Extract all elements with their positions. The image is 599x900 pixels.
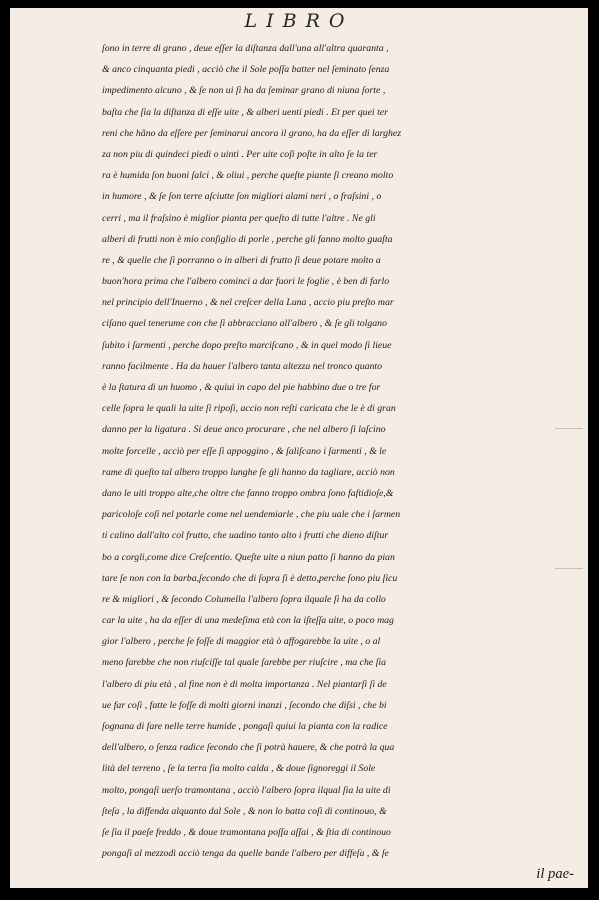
text-line: baſta che ſia la diſtanza di eſſe uite , & alberi uenti piedi . Et per quei ter (102, 106, 388, 118)
text-line: è la ſtatura di un huomo , & quiui in capo del pie habbino due o tre for (102, 382, 381, 393)
text-line: dano le uiti troppo alte,che oltre che fanno troppo ombra ſono faſtidioſe,& (102, 487, 394, 499)
text-line: reni che hãno da eſſere per ſeminarui ancora il grano, ha da eſſer di larghez (102, 127, 402, 139)
book-page (10, 8, 588, 888)
text-line: molte forcelle , acciò per eſſe ſi appoggino , & ſaliſcano i ſarmenti , & le (102, 445, 387, 457)
text-line: tare ſe non con la barba,ſecondo che di ſopra ſi è detto,perche ſono piu ſicu (102, 572, 398, 584)
text-line: cerri , ma il fraſsino è miglior pianta per queſto di tutte l'altre . Ne gli (102, 212, 376, 224)
text-line: alberi di frutti non è mio conſiglio di porle , perche gli fanno molto guaſta (102, 233, 393, 245)
text-line: paricoloſe coſi nel potarle come nel uendemiarle , che piu uale che i ſarmen (102, 509, 401, 521)
text-line: ſognana di fare nelle terre humide , pongaſi quiui la pianta con la radice (102, 721, 388, 732)
text-line: bo a corgli,come dice Creſcentio. Queſte uite a niun patto ſi hanno da pian (102, 551, 395, 563)
text-line: re , & quelle che ſi porranno o in alberi di frutto ſi deue potare molto a (102, 254, 381, 266)
text-line: & anco cinquanta piedi , acciò che il Sole poſſa batter nel ſeminato ſenza (102, 64, 390, 76)
running-header: LIBRO (244, 10, 354, 32)
text-line: ra è humida ſon buoni ſalci , & oliui , perche queſte piante ſi creano molto (102, 170, 394, 182)
text-line: in humore , & ſe ſon terre aſciutte ſon migliori alami neri , o fraſsini , o (102, 191, 382, 203)
text-line: gior l'albero , perche ſe foſſe di maggior età ò affogarebbe la uite , o al (102, 636, 381, 648)
text-line: ſe ſia il paeſe freddo , & doue tramontana poſſa aſſai , & ſtia di continouo (102, 826, 391, 838)
text-line: ti calino dall'alto col frutto, che uadino tanto alto i frutti che dieno diſtur (102, 530, 389, 542)
catchword: il pae- (536, 866, 574, 883)
text-line: rame di queſto tal albero troppo lunghe ſe gli hanno da tagliare, acciò non (102, 466, 395, 478)
text-line: ranno facilmente . Ha da hauer l'albero tanta altezza nel tronco quanto (102, 360, 383, 372)
page-text-block (102, 38, 582, 886)
text-line: za non piu di quindeci piedi o uinti . Per uite coſi poſte in alto ſe la ter (102, 148, 378, 160)
text-line: molto, pongaſi uerſo tramontana , acciò l'albero ſopra ilqual ſia la uite di (102, 784, 391, 796)
text-line: car la uite , ha da eſſer di una medeſima età con la iſteſſa uite, o poco mag (102, 615, 394, 627)
text-line: ue far coſi , fatte le foſſe di molti giorni inanzi , ſecondo che diſsi , che bi (102, 699, 387, 711)
text-line: meno farebbe che non riuſciſſe tal quale ſarebbe per riuſcire , ma che ſia (102, 657, 387, 669)
text-line: celle ſopra le quali la uite ſi ripoſi, accio non reſti caricata che le è di gran (102, 403, 396, 415)
text-line: buon'hora prima che l'albero cominci a dar fuori le foglie , è ben di farlo (102, 276, 390, 288)
text-line: ſubito i ſarmenti , perche dopo preſto marciſcano , & in quel modo ſi lieue (102, 339, 392, 351)
text-line: re & migliori , & ſecondo Columella l'albero ſopra ilquale ſi ha da collo (102, 593, 386, 605)
text-line: impedimento alcuno , & ſe non ui ſi ha da ſeminar grano di niuna ſorte , (102, 85, 386, 97)
text-line: ciſano quel tenerume con che ſi abbracciano all'albero , & ſe gli tolgano (102, 318, 387, 330)
text-line: ſteſa , la diffenda alquanto dal Sole , & non lo batta coſi di continouo, & (102, 805, 387, 817)
text-line: nel principio dell'Inuerno , & nel creſcer della Luna , accio piu preſto mar (102, 297, 394, 309)
text-line: ſono in terre di grano , deue eſſer la diſtanza dall'una all'altra quaranta , (102, 43, 389, 54)
text-line: pongaſi al mezzodì acciò tenga da quelle bande l'albero per diffeſa , & ſe (102, 848, 389, 860)
text-line: lità del terreno , ſe la terra ſia molto calda , & doue ſignoreggi il Sole (102, 763, 376, 775)
text-line: l'albero di piu età , al fine non è di molta importanza . Nel piantarſi ſi de (102, 678, 387, 690)
text-line: dell'albero, o ſenza radice ſecondo che ſi potrà hauere, & che potrà la qua (102, 742, 395, 754)
text-line: danno per la ligatura . Si deue anco procurare , che nel albero ſi laſcino (102, 424, 386, 436)
